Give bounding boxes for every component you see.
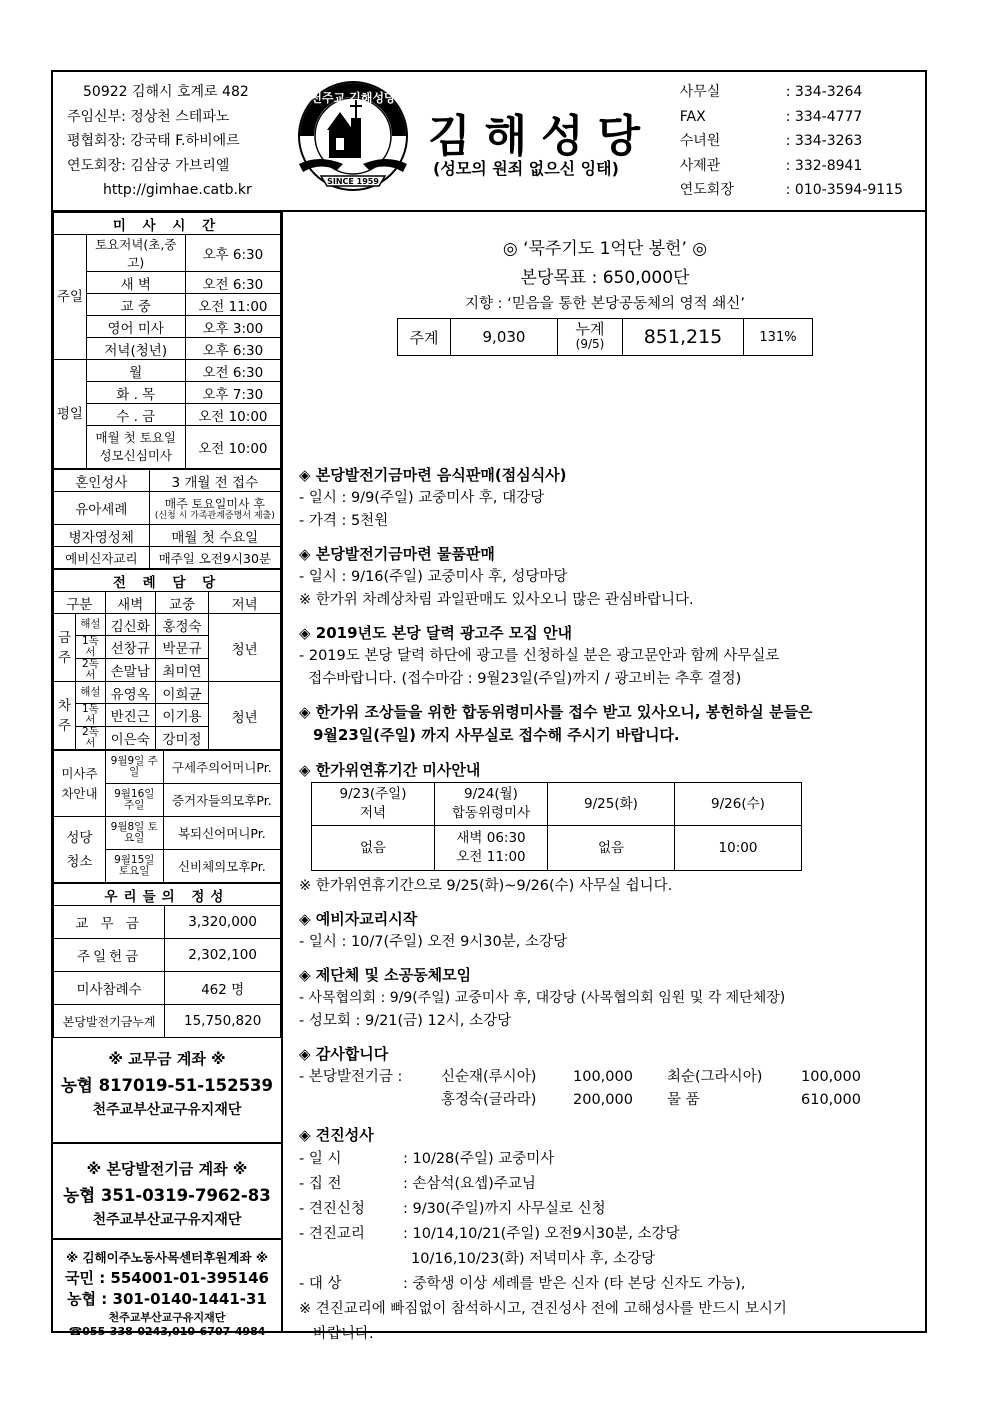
notice-title: ◈ 예비자교리시작 — [299, 910, 418, 928]
confirmation-title: ◈ 견진성사 — [299, 1126, 374, 1144]
contact-label: 수녀원 — [679, 133, 721, 149]
person: 최미연 — [155, 659, 209, 682]
holiday-value-cell — [435, 826, 548, 871]
notice-line: - 2019도 본당 달력 하단에 광고를 신청하실 분은 광고문안과 함께 사무실로 — [299, 648, 780, 664]
person: 손말남 — [105, 659, 155, 682]
contact-value: : 334-3263 — [785, 133, 863, 149]
weekday-label: 평일 — [54, 360, 87, 469]
account-phone: ☎055-338-0243,010-6707-4984 — [68, 1325, 266, 1338]
contact-list — [680, 80, 903, 203]
account-number: 농협 351-0319-7962-83 — [63, 1186, 271, 1205]
sacrament-name: 예비신자교리 — [54, 547, 150, 569]
sacrament-value: 매주일 오전9시30분 — [149, 547, 280, 569]
contact-value: : 334-4777 — [785, 108, 863, 125]
person: 이은숙 — [105, 727, 155, 750]
sacrament-value-cell — [149, 492, 280, 525]
mass-name: 월 — [86, 360, 185, 382]
confirmation-row — [299, 1172, 929, 1197]
parish-title: 김해성당 — [428, 111, 655, 162]
contact-row — [680, 129, 903, 154]
account-box-migrant — [53, 1238, 281, 1336]
confirmation-row — [299, 1247, 929, 1272]
account-title: ※ 교무금 계좌 ※ — [108, 1050, 226, 1068]
notice-title: ◈ 본당발전기금마련 물품판매 — [299, 545, 495, 563]
confirmation-row — [299, 1147, 929, 1172]
offering-table — [53, 883, 281, 1038]
duty-group: 증거자들의모후Pr. — [163, 784, 280, 817]
offering-name: 교 무 금 — [54, 906, 165, 939]
offering-value: 15,750,820 — [165, 1005, 281, 1038]
holiday-mass: 저녁 — [359, 805, 387, 821]
sodality-head: 연도회장: 김삼궁 가브리엘 — [67, 157, 230, 174]
duty-date: 9월9일 주일 — [105, 751, 163, 784]
contact-row — [680, 105, 903, 130]
column-divider — [281, 210, 283, 1331]
col-header: 저녁 — [209, 592, 281, 614]
offering-value: 3,320,000 — [165, 906, 281, 939]
address: 50922 김해시 호계로 482 — [83, 84, 249, 100]
conf-value: : 10/28(주일) 교중미사 — [403, 1151, 555, 1167]
col-header: 교중 — [155, 592, 209, 614]
evening-group: 청년 — [209, 614, 281, 682]
notice-line: - 일시 : 9/9(주일) 교중미사 후, 대강당 — [299, 490, 545, 506]
mass-name: 매월 첫 토요일 성모신심미사 — [86, 426, 185, 469]
mass-time: 오후 6:30 — [185, 338, 280, 360]
sacrament-name: 병자영성체 — [54, 525, 150, 547]
notice-line: 9월23일(주일) 까지 사무실로 접수해 주시기 바랍니다. — [313, 726, 680, 744]
conf-key: - 견진신청 — [299, 1201, 365, 1217]
sacrament-name: 혼인성사 — [54, 470, 150, 492]
sacraments-table — [53, 469, 281, 569]
holiday-note: ※ 한가위연휴기간으로 9/25(화)~9/26(수) 사무실 쉽니다. — [299, 878, 673, 894]
notices — [299, 464, 929, 1347]
contact-row — [680, 178, 903, 203]
account-box-fund — [53, 1142, 281, 1238]
conf-value: 10/16,10/23(화) 저녁미사 후, 소강당 — [411, 1251, 655, 1267]
cleaning-label: 성당청소 — [54, 817, 106, 883]
col-header: 구분 — [54, 592, 106, 614]
notice-title: ◈ 2019년도 본당 달력 광고주 모집 안내 — [299, 624, 572, 642]
confirmation-note: ※ 견진교리에 빠짐없이 참석하시고, 견진성사 전에 고해성사를 반드시 보시기 — [299, 1301, 787, 1317]
account-owner: 천주교부산교구유지재단 — [92, 1102, 242, 1118]
bulletin-page — [51, 70, 927, 1342]
holiday-value: 오전 11:00 — [456, 849, 526, 865]
parish-subtitle: (성모의 원죄 없으신 잉태) — [433, 159, 619, 178]
holiday-value: 10:00 — [675, 826, 802, 871]
duty-date: 9월8일 토요일 — [105, 817, 163, 850]
mass-time: 오전 10:00 — [185, 426, 280, 469]
conf-key: - 집 전 — [299, 1176, 342, 1192]
right-column — [285, 212, 925, 1342]
role: 해설 — [75, 614, 105, 636]
offering-name: 미사참례수 — [54, 972, 165, 1005]
account-number: 농협 : 301-0140-1441-31 — [67, 1290, 267, 1308]
notice-line: - 성모회 : 9/21(금) 12시, 소강당 — [299, 1013, 512, 1029]
sacrament-value: 매주 토요일미사 후 — [164, 497, 265, 511]
notice-line: - 사목협의회 : 9/9(주일) 교중미사 후, 대강당 (사목협의회 임원 및 각 제단체장) — [299, 990, 786, 1006]
confirmation-row — [299, 1272, 929, 1297]
thanks-indent — [299, 1089, 441, 1112]
holiday-day: 9/26(수) — [675, 783, 802, 826]
notice-line: ※ 한가위 차례상차림 과일판매도 있사오니 많은 관심바랍니다. — [299, 592, 694, 608]
role: 1독서 — [75, 704, 105, 727]
mass-name: 새 벽 — [86, 272, 185, 294]
donor-name: 최순(그라시아) — [667, 1069, 763, 1085]
thanks-title: ◈ 감사합니다 — [299, 1045, 389, 1063]
donor-amount: 610,000 — [801, 1092, 861, 1108]
conf-key: - 견진교리 — [299, 1226, 365, 1242]
holiday-mass: 합동위령미사 — [451, 805, 531, 821]
role: 1독서 — [75, 636, 105, 659]
account-number: 농협 817019-51-152539 — [60, 1076, 274, 1095]
person: 홍정숙 — [155, 614, 209, 636]
holiday-day: 9/25(화) — [548, 783, 675, 826]
notice-title: ◈ 제단체 및 소공동체모임 — [299, 966, 472, 984]
mass-name: 화 . 목 — [86, 382, 185, 404]
person: 이기용 — [155, 704, 209, 727]
duty-group: 복되신어머니Pr. — [163, 817, 280, 850]
liturgy-heading: 전 례 담 당 — [54, 570, 281, 592]
mass-time: 오전 6:30 — [185, 272, 280, 294]
evening-group: 청년 — [209, 682, 281, 750]
mass-name: 수 . 금 — [86, 404, 185, 426]
rosary-title: ◎ ‘묵주기도 1억단 봉헌’ ◎ — [502, 239, 708, 259]
confirmation-row — [299, 1197, 929, 1222]
rosary-tally — [397, 318, 813, 356]
contact-label: FAX — [679, 108, 706, 125]
notice-line: - 일시 : 9/16(주일) 교중미사 후, 성당마당 — [299, 569, 568, 585]
rosary-intention: 지향 : ‘믿음을 통한 본당공동체의 영적 쇄신’ — [465, 296, 745, 312]
group-label: 차주 — [54, 682, 76, 750]
mass-time: 오후 3:00 — [185, 316, 280, 338]
donor-amount: 100,000 — [801, 1069, 861, 1085]
sacrament-value: 매월 첫 수요일 — [149, 525, 280, 547]
donor-name: 홍정숙(글라라) — [441, 1092, 537, 1108]
contact-label: 사제관 — [679, 157, 721, 174]
holiday-day: 9/24(월) — [464, 786, 518, 802]
conf-key: - 대 상 — [299, 1276, 342, 1292]
notice-title: ◈ 한가위 조상들을 위한 합동위령미사를 접수 받고 있사오니, 봉헌하실 분들은 — [299, 703, 813, 721]
holiday-value: 없음 — [312, 826, 435, 871]
svg-text:천주교 김해성당: 천주교 김해성당 — [310, 91, 396, 105]
holiday-mass-table — [311, 782, 802, 871]
duty-date: 9월16일 주일 — [105, 784, 163, 817]
donor-amount: 100,000 — [573, 1069, 633, 1085]
total-label: 누계 — [575, 320, 605, 338]
thanks-row — [299, 1066, 929, 1089]
holiday-value: 새벽 06:30 — [456, 830, 526, 846]
offering-heading: 우리들의 정성 — [54, 884, 281, 906]
mass-time: 오전 11:00 — [185, 294, 280, 316]
left-column — [53, 212, 281, 1336]
mass-time: 오후 7:30 — [185, 382, 280, 404]
parish-logo — [289, 78, 417, 202]
person: 반진근 — [105, 704, 155, 727]
account-owner: 천주교부산교구유지재단 — [108, 1311, 226, 1324]
offering-name: 본당발전기금누계 — [54, 1005, 165, 1038]
sacrament-note: (신청 시 가족관계증명서 제출) — [154, 511, 275, 521]
sacrament-name: 유아세례 — [54, 492, 150, 525]
mass-time: 오후 6:30 — [185, 235, 280, 272]
liturgy-table — [53, 569, 281, 750]
website-link[interactable]: http://gimhae.catb.kr — [103, 182, 252, 198]
duty-table — [53, 750, 281, 883]
role: 2독서 — [75, 727, 105, 750]
notice-line: 접수바랍니다. (접수마감 : 9월23일(주일)까지 / 광고비는 추후 결정) — [299, 671, 742, 687]
person: 유영옥 — [105, 682, 155, 704]
notice-title: ◈ 본당발전기금마련 음식판매(점심식사) — [299, 466, 567, 484]
conf-value: : 중학생 이상 세례를 받은 신자 (타 본당 신자도 가능), — [403, 1276, 746, 1292]
holiday-header — [312, 783, 435, 826]
role: 해설 — [75, 682, 105, 704]
offering-value: 2,302,100 — [165, 939, 281, 972]
thanks-label: - 본당발전기금 : — [299, 1069, 403, 1085]
parking-label: 미사주차안내 — [54, 751, 106, 817]
mass-name: 영어 미사 — [86, 316, 185, 338]
person: 이희균 — [155, 682, 209, 704]
total-date: (9/5) — [575, 337, 605, 351]
conf-value: : 10/14,10/21(주일) 오전9시30분, 소강당 — [403, 1226, 680, 1242]
donor-name: 물 품 — [667, 1092, 700, 1108]
account-number: 국민 : 554001-01-395146 — [65, 1269, 269, 1287]
account-title: ※ 본당발전기금 계좌 ※ — [86, 1160, 248, 1178]
contact-row — [680, 80, 903, 105]
contact-row — [680, 154, 903, 179]
thanks-row — [299, 1089, 929, 1112]
contact-label: 사무실 — [679, 84, 721, 100]
person: 김신화 — [105, 614, 155, 636]
mass-name: 토요저녁(초,중고) — [86, 235, 185, 272]
total-label-cell — [558, 319, 623, 356]
offering-name: 주일헌금 — [54, 939, 165, 972]
role: 2독서 — [75, 659, 105, 682]
conf-value: : 9/30(주일)까지 사무실로 신청 — [403, 1201, 606, 1217]
mass-times-heading: 미 사 시 간 — [54, 213, 281, 235]
contact-label: 연도회장 — [679, 182, 734, 198]
notice-line: - 가격 : 5천원 — [299, 513, 389, 529]
pastor: 주임신부: 정상천 스테파노 — [67, 108, 230, 125]
svg-text:SINCE 1959: SINCE 1959 — [327, 177, 379, 186]
donor-amount: 200,000 — [573, 1092, 633, 1108]
sunday-label: 주일 — [54, 235, 87, 360]
confirmation-lines — [299, 1147, 929, 1347]
holiday-title: ◈ 한가위연휴기간 미사안내 — [299, 761, 481, 779]
contact-value: : 334-3264 — [785, 84, 863, 100]
holiday-header — [435, 783, 548, 826]
offering-value: 462 명 — [165, 972, 281, 1005]
mass-times-table — [53, 212, 281, 469]
person: 박문규 — [155, 636, 209, 659]
sacrament-value: 3 개월 전 접수 — [149, 470, 280, 492]
percent-value: 131% — [744, 319, 813, 356]
week-value: 9,030 — [451, 319, 558, 356]
donor-name: 신순재(루시아) — [441, 1069, 537, 1085]
account-owner: 천주교부산교구유지재단 — [92, 1212, 242, 1228]
person: 선창규 — [105, 636, 155, 659]
mass-time: 오전 10:00 — [185, 404, 280, 426]
council-head: 평협회장: 강국태 F.하비에르 — [67, 133, 240, 149]
confirmation-note: 바랍니다. — [313, 1326, 374, 1342]
total-value: 851,215 — [623, 319, 744, 356]
duty-group: 신비체의모후Pr. — [163, 850, 280, 883]
account-box-dues — [53, 1048, 281, 1142]
account-title: ※ 김해이주노동사목센터후원계좌 ※ — [65, 1250, 269, 1265]
conf-key — [299, 1247, 411, 1272]
confirmation-row — [299, 1222, 929, 1247]
holiday-value: 없음 — [548, 826, 675, 871]
rosary-goal: 본당목표 : 650,000단 — [520, 268, 690, 288]
contact-value: : 332-8941 — [785, 157, 863, 174]
conf-value: : 손삼석(요셉)주교님 — [403, 1176, 536, 1192]
col-header: 새벽 — [105, 592, 155, 614]
notice-line: - 일시 : 10/7(주일) 오전 9시30분, 소강당 — [299, 934, 568, 950]
mass-name: 저녁(청년) — [86, 338, 185, 360]
duty-group: 구세주의어머니Pr. — [163, 751, 280, 784]
mass-time: 오전 6:30 — [185, 360, 280, 382]
contact-value: : 010-3594-9115 — [785, 182, 903, 198]
group-label: 금주 — [54, 614, 76, 682]
conf-key: - 일 시 — [299, 1151, 342, 1167]
person: 강미정 — [155, 727, 209, 750]
duty-date: 9월15일 토요일 — [105, 850, 163, 883]
mass-name: 교 중 — [86, 294, 185, 316]
parish-info — [67, 80, 252, 203]
holiday-day: 9/23(주일) — [339, 786, 407, 802]
week-label: 주계 — [398, 319, 451, 356]
